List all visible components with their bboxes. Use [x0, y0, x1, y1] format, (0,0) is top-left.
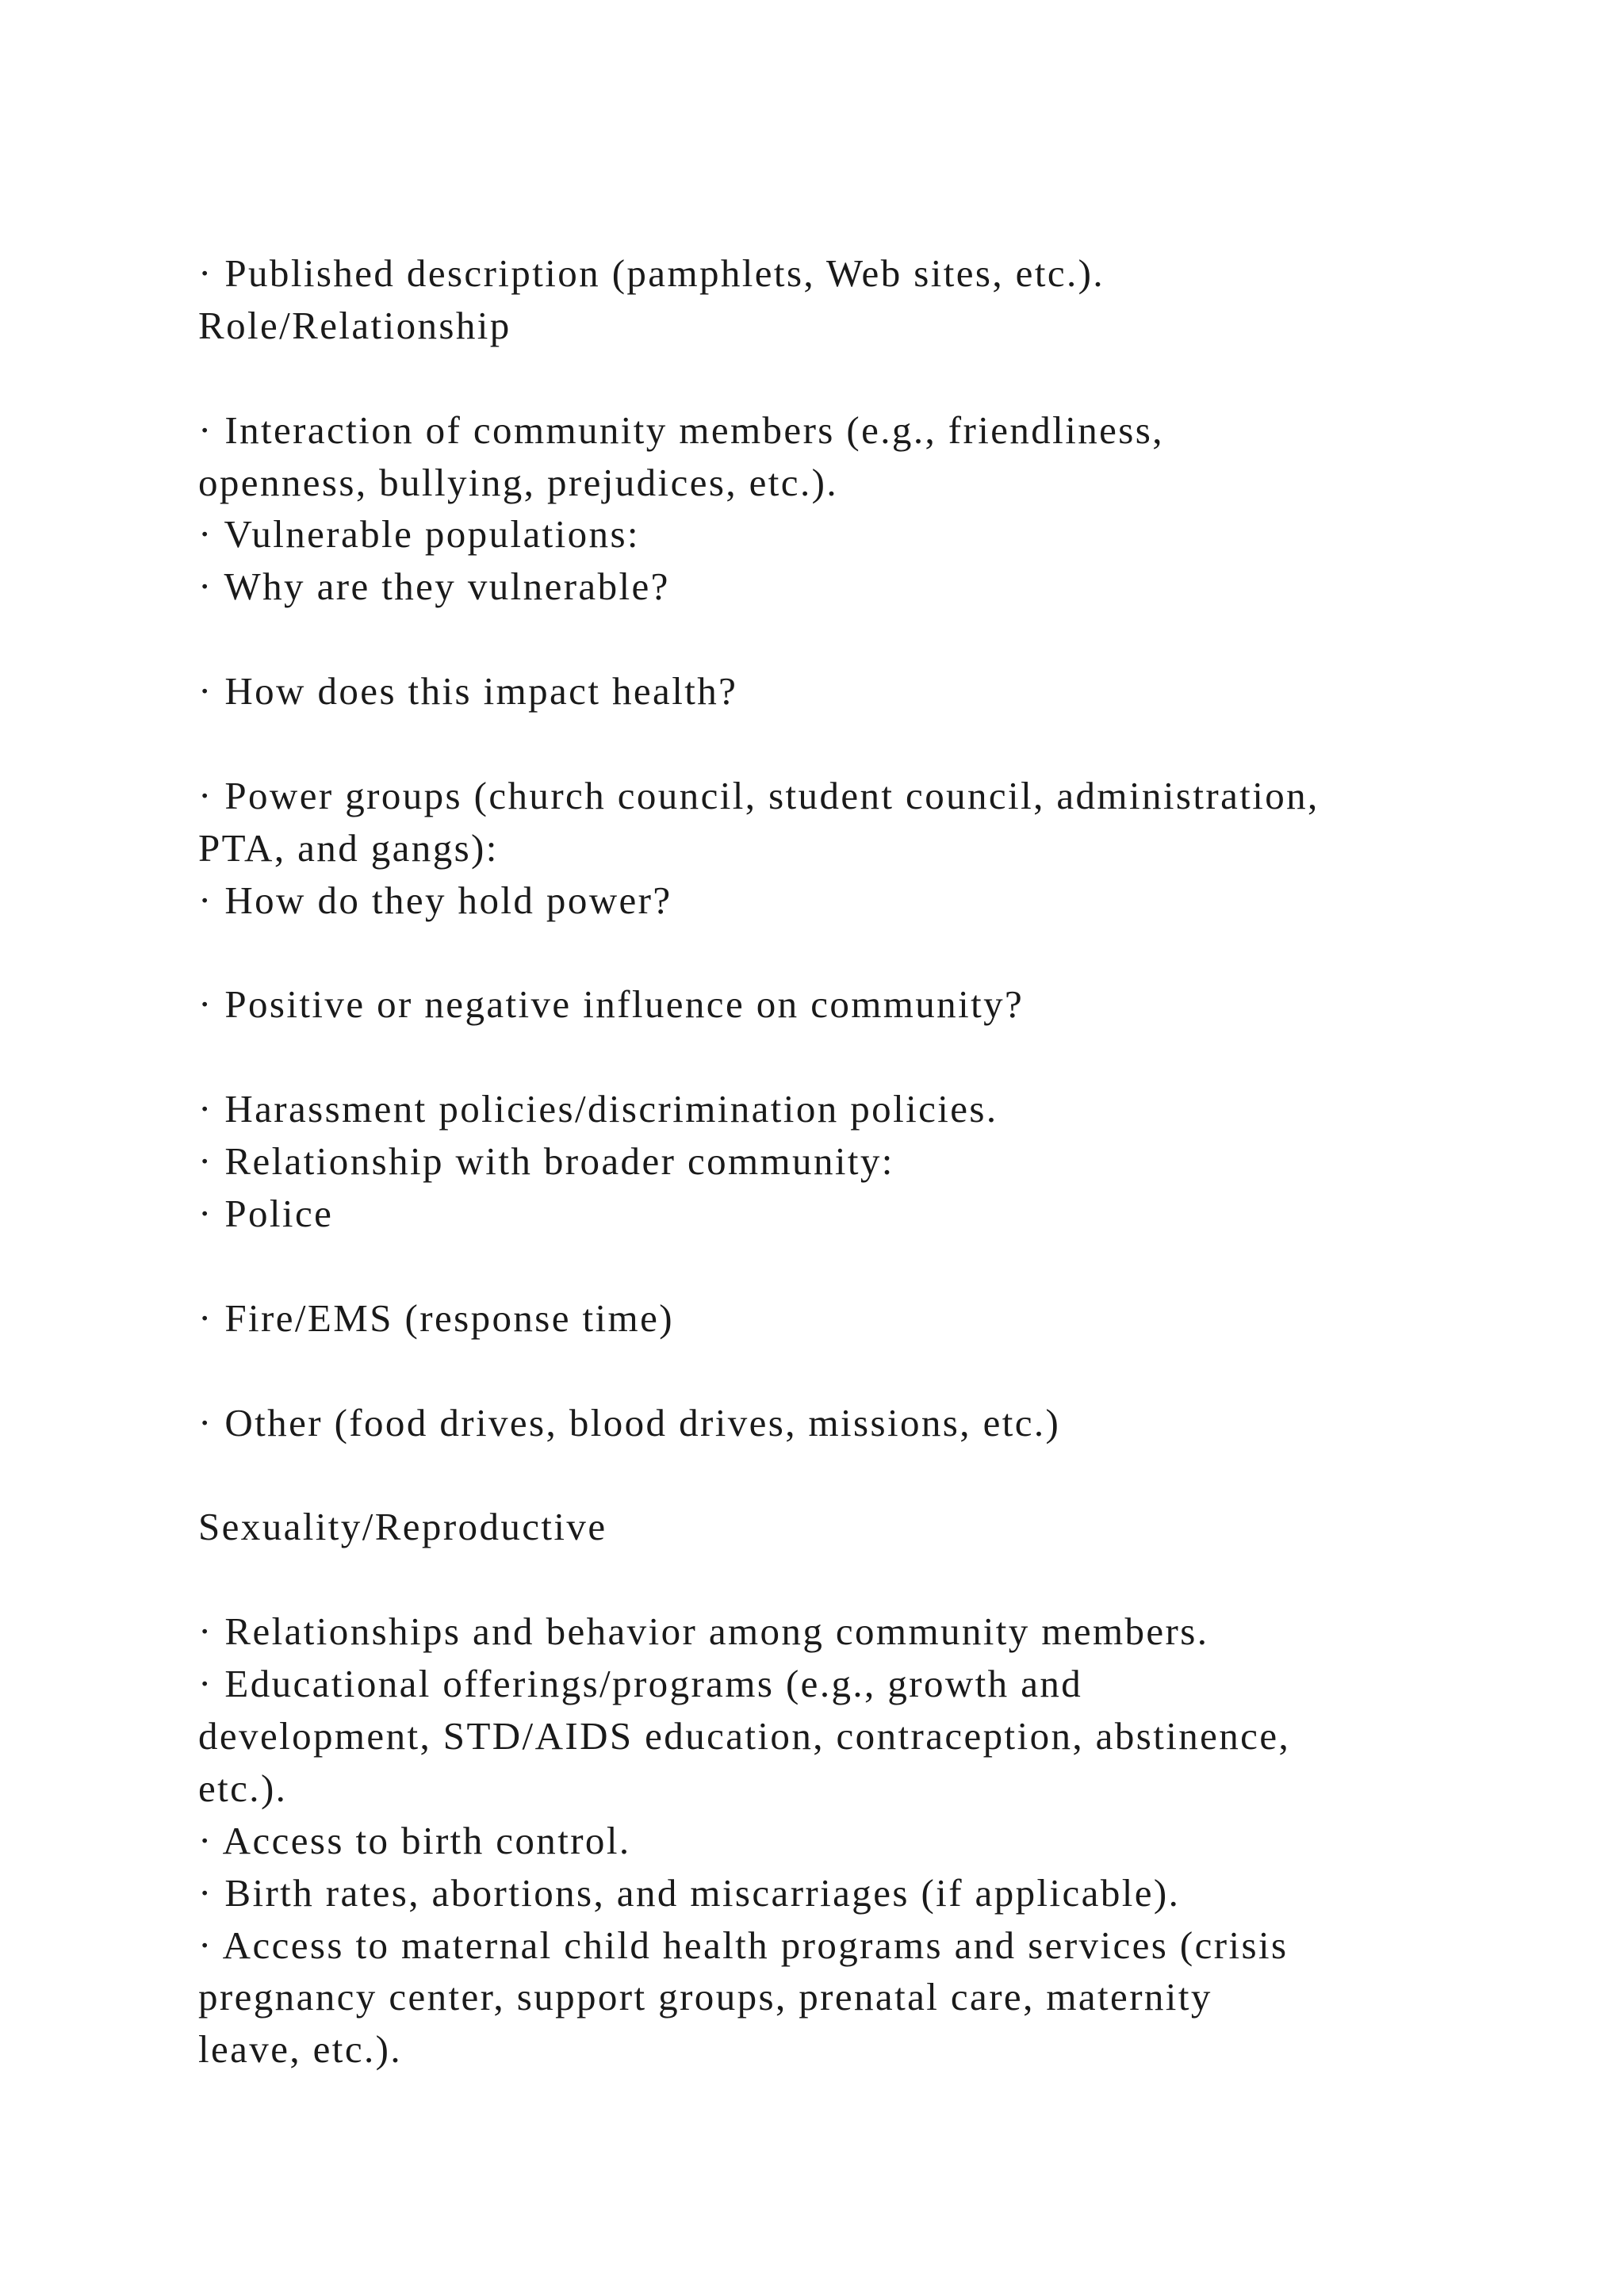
bullet-published-description: · Published description (pamphlets, Web sites, etc.).	[198, 251, 1105, 295]
bullet-relationships-behavior: · Relationships and behavior among community members.	[198, 1609, 1209, 1654]
bullet-other: · Other (food drives, blood drives, missions, etc.)	[198, 1400, 1061, 1445]
blank-line	[198, 352, 1499, 404]
bullet-birth-rates: · Birth rates, abortions, and miscarriages (if applicable).	[198, 1870, 1181, 1915]
bullet-relationship-broader-community: · Relationship with broader community:	[198, 1139, 894, 1184]
bullet-interaction-of-members-cont: openness, bullying, prejudices, etc.).	[198, 460, 838, 504]
blank-line	[198, 1345, 1499, 1397]
bullet-interaction-of-members: · Interaction of community members (e.g., friendliness,	[198, 408, 1164, 452]
blank-line	[198, 613, 1499, 665]
bullet-educational-offerings-cont: development, STD/AIDS education, contraception, abstinence,	[198, 1713, 1291, 1758]
bullet-hold-power: · How do they hold power?	[198, 878, 672, 922]
bullet-fire-ems: · Fire/EMS (response time)	[198, 1295, 674, 1340]
blank-line	[198, 718, 1499, 770]
bullet-impact-health: · How does this impact health?	[198, 669, 738, 714]
blank-line	[198, 1448, 1499, 1501]
section-heading-sexuality-reproductive: Sexuality/Reproductive	[198, 1505, 607, 1549]
bullet-vulnerable-populations: · Vulnerable populations:	[198, 512, 640, 557]
bullet-educational-offerings-end: etc.).	[198, 1766, 288, 1810]
bullet-harassment-policies: · Harassment policies/discrimination policies.	[198, 1087, 998, 1131]
blank-line	[198, 1240, 1499, 1292]
bullet-maternal-child-health-end: leave, etc.).	[198, 2027, 402, 2072]
blank-line	[198, 1031, 1499, 1083]
blank-line	[198, 927, 1499, 979]
bullet-educational-offerings: · Educational offerings/programs (e.g., growth and	[198, 1662, 1083, 1706]
document-text	[198, 247, 1499, 2076]
blank-line	[198, 1553, 1499, 1605]
section-heading-role-relationship: Role/Relationship	[198, 303, 511, 347]
bullet-influence-on-community: · Positive or negative influence on community?	[198, 982, 1025, 1027]
bullet-maternal-child-health: · Access to maternal child health programs and services (crisis	[198, 1923, 1289, 1967]
bullet-power-groups-cont: PTA, and gangs):	[198, 825, 499, 870]
bullet-access-birth-control: · Access to birth control.	[198, 1818, 631, 1862]
bullet-why-vulnerable: · Why are they vulnerable?	[198, 564, 670, 609]
bullet-maternal-child-health-cont: pregnancy center, support groups, prenatal care, maternity	[198, 1975, 1212, 2019]
bullet-police: · Police	[198, 1192, 334, 1236]
bullet-power-groups: · Power groups (church council, student council, administration,	[198, 773, 1320, 817]
